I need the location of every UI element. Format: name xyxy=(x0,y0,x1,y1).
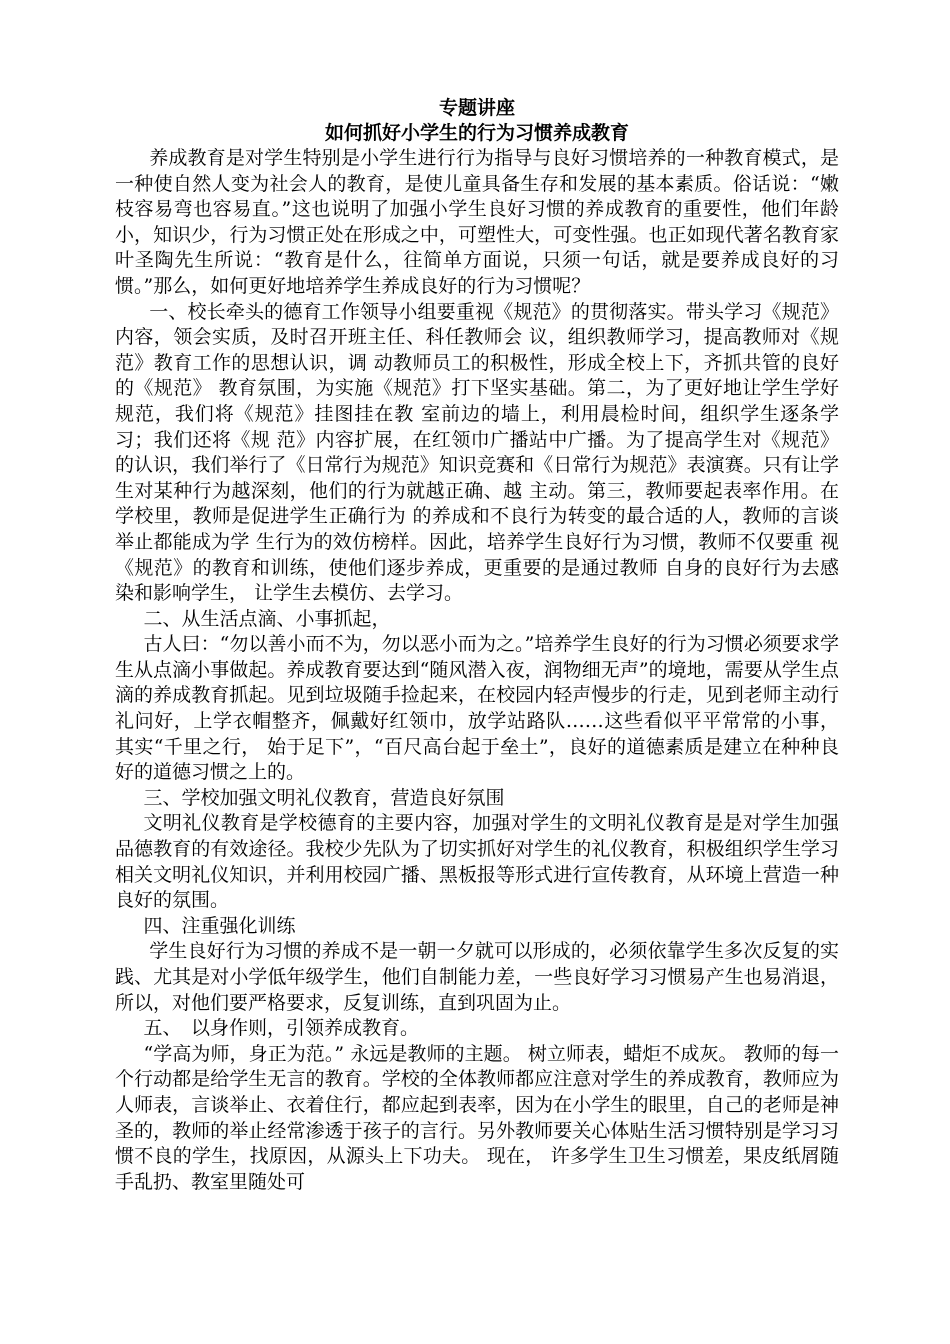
document-page xyxy=(115,96,839,1195)
section-five-heading: 五、 以身作则，引领养成教育。 xyxy=(143,1017,420,1040)
section-four-paragraph: 学生良好行为习惯的养成不是一朝一夕就可以形成的，必须依靠学生多次反复的实践、尤其是对小学低年级学生，他们自制能力差，一些良好学习习惯易产生也易消退，所以，对他们要严格要求，反复训练，直到巩固为止。 xyxy=(115,940,839,1014)
document-subtitle: 如何抓好小学生的行为习惯养成教育 xyxy=(324,122,629,144)
section-three-paragraph: 文明礼仪教育是学校德育的主要内容，加强对学生的文明礼仪教育是是对学生加强品德教育的有效途径。我校少先队为了切实抓好对学生的礼仪教育，积极组织学生学习相关文明礼仪知识，并利用校园广播、黑板报等形式进行宣传教育，从环境上营造一种良好的氛围。 xyxy=(115,812,839,912)
section-two-paragraph: 古人曰：“勿以善小而不为，勿以恶小而为之。”培养学生良好的行为习惯必须要求学生从点滴小事做起。养成教育要达到“随风潜入夜，润物细无声”的境地，需要从学生点滴的养成教育抓起。见到垃圾随手捡起来，在校园内轻声慢步的行走，见到老师主动行礼问好，上学衣帽整齐，佩戴好红领巾，放学站路队……这些看似平平常常的小事， 其实“千里之行， 始于足下”，“百尺高台起于垒土”，良好的道德素质是建立在种种良好的道德习惯之上的。 xyxy=(115,633,839,784)
section-one-paragraph: 一、校长牵头的德育工作领导小组要重视《规范》的贯彻落实。带头学习《规范》内容，领会实质，及时召开班主任、科任教师会 议，组织教师学习，提高教师对《规范》教育工作的思想认识，调 动教师员工的积极性，形成全校上下，齐抓共管的良好的《规范》 教育氛围，为实施《规范》打下坚实基础。第二，为了更好地让学生学好规范，我们将《规范》挂图挂在教 室前边的墙上，利用晨检时间，组织学生逐条学习；我们还将《规 范》内容扩展，在红领巾广播站中广播。为了提高学生对《规范》的认识，我们举行了《日常行为规范》知识竞赛和《日常行为规范》表演赛。只有让学生对某种行为越深刻，他们的行为就越正确、越 主动。第三，教师要起表率作用。在学校里，教师是促进学生正确行为 的养成和不良行为转变的最合适的人，教师的言谈举止都能成为学 生行为的效仿榜样。因此，培养学生良好行为习惯，教师不仅要重 视《规范》的教育和训练，使他们逐步养成，更重要的是通过教师 自身的良好行为去感染和影响学生， 让学生去模仿、去学习。 xyxy=(115,300,839,605)
intro-paragraph: 养成教育是对学生特别是小学生进行行为指导与良好习惯培养的一种教育模式，是一种使自然人变为社会人的教育，是使儿童具备生存和发展的基本素质。俗话说：“嫩枝容易弯也容易直。”这也说明了加强小学生良好习惯的养成教育的重要性，他们年龄小，知识少，行为习惯正处在形成之中，可塑性大，可变性强。也正如现代著名教育家叶圣陶先生所说：“教育是什么，往简单方面说，只须一句话，就是要养成良好的习惯。”那么，如何更好地培养学生养成良好的行为习惯呢？ xyxy=(115,147,839,297)
section-five-paragraph: “学高为师，身正为范。” 永远是教师的主题。 树立师表，蜡炬不成灰。 教师的每一个行动都是给学生无言的教育。学校的全体教师都应注意对学生的养成教育，教师应为人师表，言谈举止、衣着住行，都应起到表率，因为在小学生的眼里，自己的老师是神圣的，教师的举止经常渗透于孩子的言行。另外教师要关心体贴生活习惯特别是学习习惯不良的学生，找原因，从源头上下功夫。 现在， 许多学生卫生习惯差，果皮纸屑随手乱扔、教室里随处可 xyxy=(115,1042,839,1193)
section-two-heading: 二、从生活点滴、小事抓起， xyxy=(143,607,391,630)
section-four-heading: 四、注重强化训练 xyxy=(143,914,296,937)
document-title: 专题讲座 xyxy=(438,97,515,119)
section-three-heading: 三、学校加强文明礼仪教育，营造良好氛围 xyxy=(143,786,505,809)
